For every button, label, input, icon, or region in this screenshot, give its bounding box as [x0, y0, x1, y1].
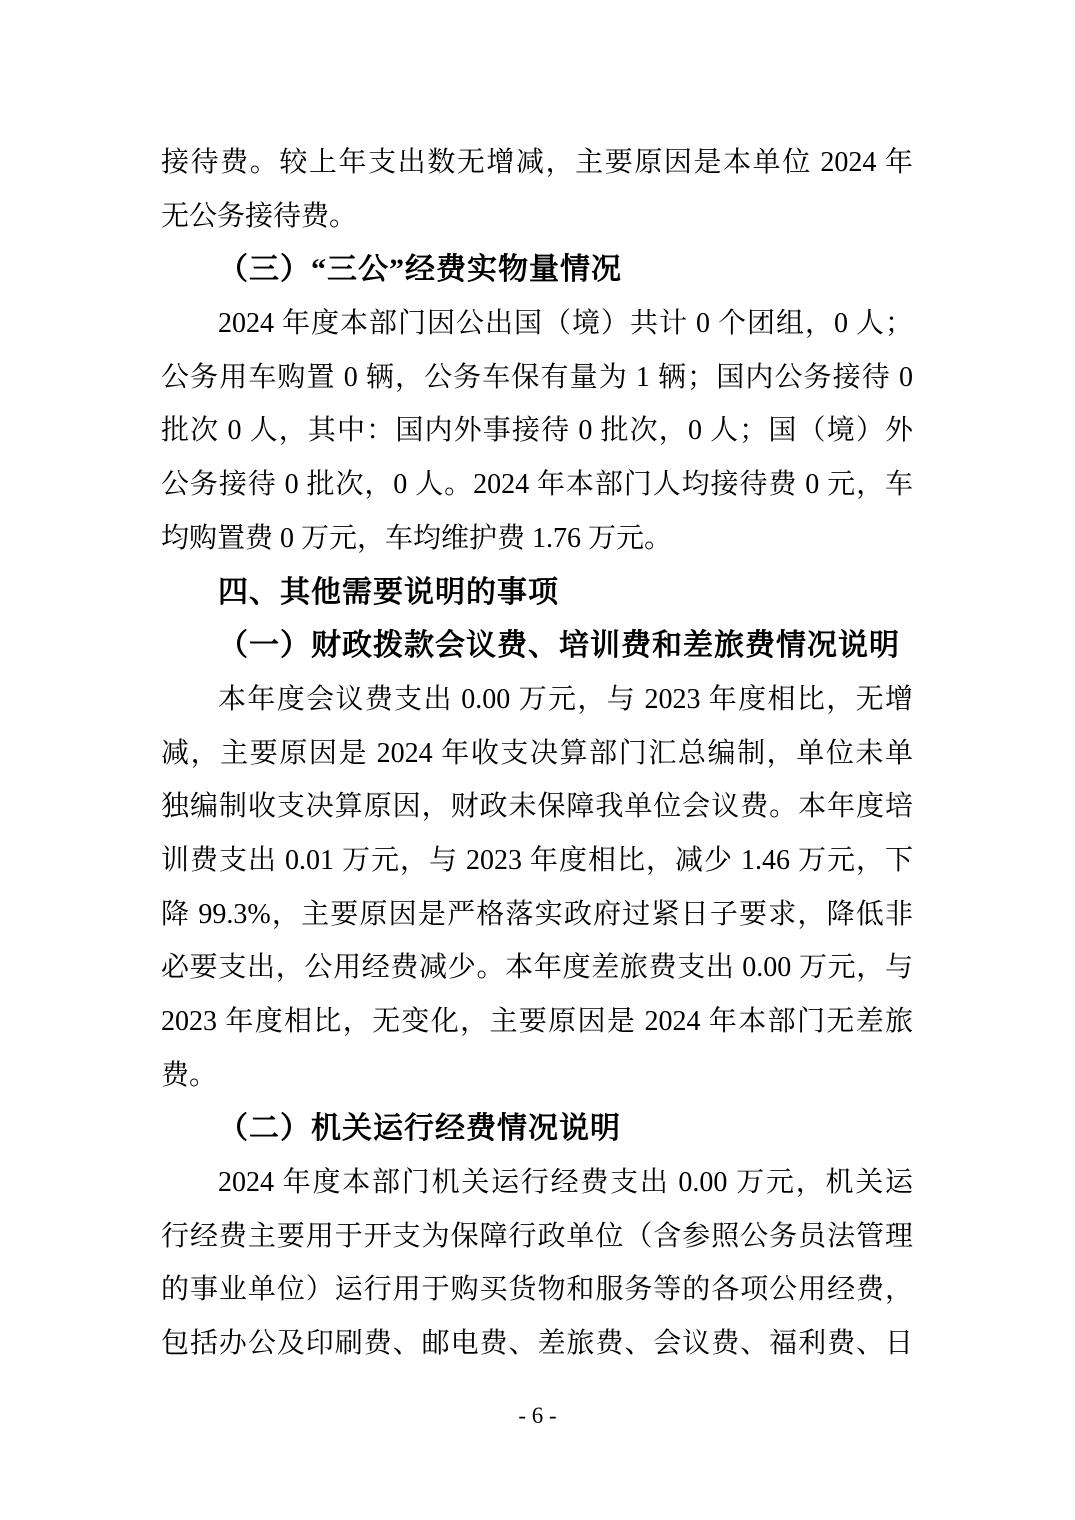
section-heading-level2: （一）财政拨款会议费、培训费和差旅费情况说明 [218, 629, 900, 663]
document-body [161, 136, 913, 1371]
page-footer [0, 1398, 1075, 1434]
body-text-line: 接待费。较上年支出数无增减，主要原因是本单位 2024 年 [161, 147, 913, 178]
section-heading-level2: （二）机关运行经费情况说明 [218, 1112, 621, 1146]
body-text-line: 2024 年度本部门因公出国（境）共计 0 个团组，0 人； [218, 308, 913, 340]
body-text-line: 降 99.3%，主要原因是严格落实政府过紧日子要求，降低非 [161, 898, 913, 930]
body-text-line: 批次 0 人，其中：国内外事接待 0 批次，0 人；国（境）外 [161, 415, 913, 447]
section-heading-level2: （三）“三公”经费实物量情况 [218, 253, 622, 287]
body-text-line: 独编制收支决算原因，财政未保障我单位会议费。本年度培 [161, 791, 913, 823]
body-text-line: 的事业单位）运行用于购买货物和服务等的各项公用经费， [161, 1274, 913, 1306]
body-text-line: 均购置费 0 万元，车均维护费 1.76 万元。 [161, 522, 673, 554]
section-heading-level1: 四、其他需要说明的事项 [218, 575, 559, 609]
body-text-line: 费。 [161, 1059, 218, 1091]
body-text-line: 2023 年度相比，无变化，主要原因是 2024 年本部门无差旅 [161, 1006, 913, 1037]
page-number: - 6 - [518, 1403, 557, 1428]
body-text-line: 无公务接待费。 [161, 200, 358, 232]
body-text-line: 本年度会议费支出 0.00 万元，与 2023 年度相比，无增 [218, 683, 913, 715]
body-text-line: 公务接待 0 批次，0 人。2024 年本部门人均接待费 0 元，车 [161, 469, 913, 501]
body-text-line: 2024 年度本部门机关运行经费支出 0.00 万元，机关运 [218, 1167, 913, 1199]
body-text-line: 公务用车购置 0 辆，公务车保有量为 1 辆；国内公务接待 0 [161, 361, 913, 393]
body-text-line: 减，主要原因是 2024 年收支决算部门汇总编制，单位未单 [161, 737, 913, 769]
body-text-line: 包括办公及印刷费、邮电费、差旅费、会议费、福利费、日 [161, 1328, 913, 1360]
body-text-line: 必要支出，公用经费减少。本年度差旅费支出 0.00 万元，与 [161, 952, 913, 984]
body-text-line: 行经费主要用于开支为保障行政单位（含参照公务员法管理 [161, 1220, 913, 1252]
body-text-line: 训费支出 0.01 万元，与 2023 年度相比，减少 1.46 万元，下 [161, 844, 913, 876]
